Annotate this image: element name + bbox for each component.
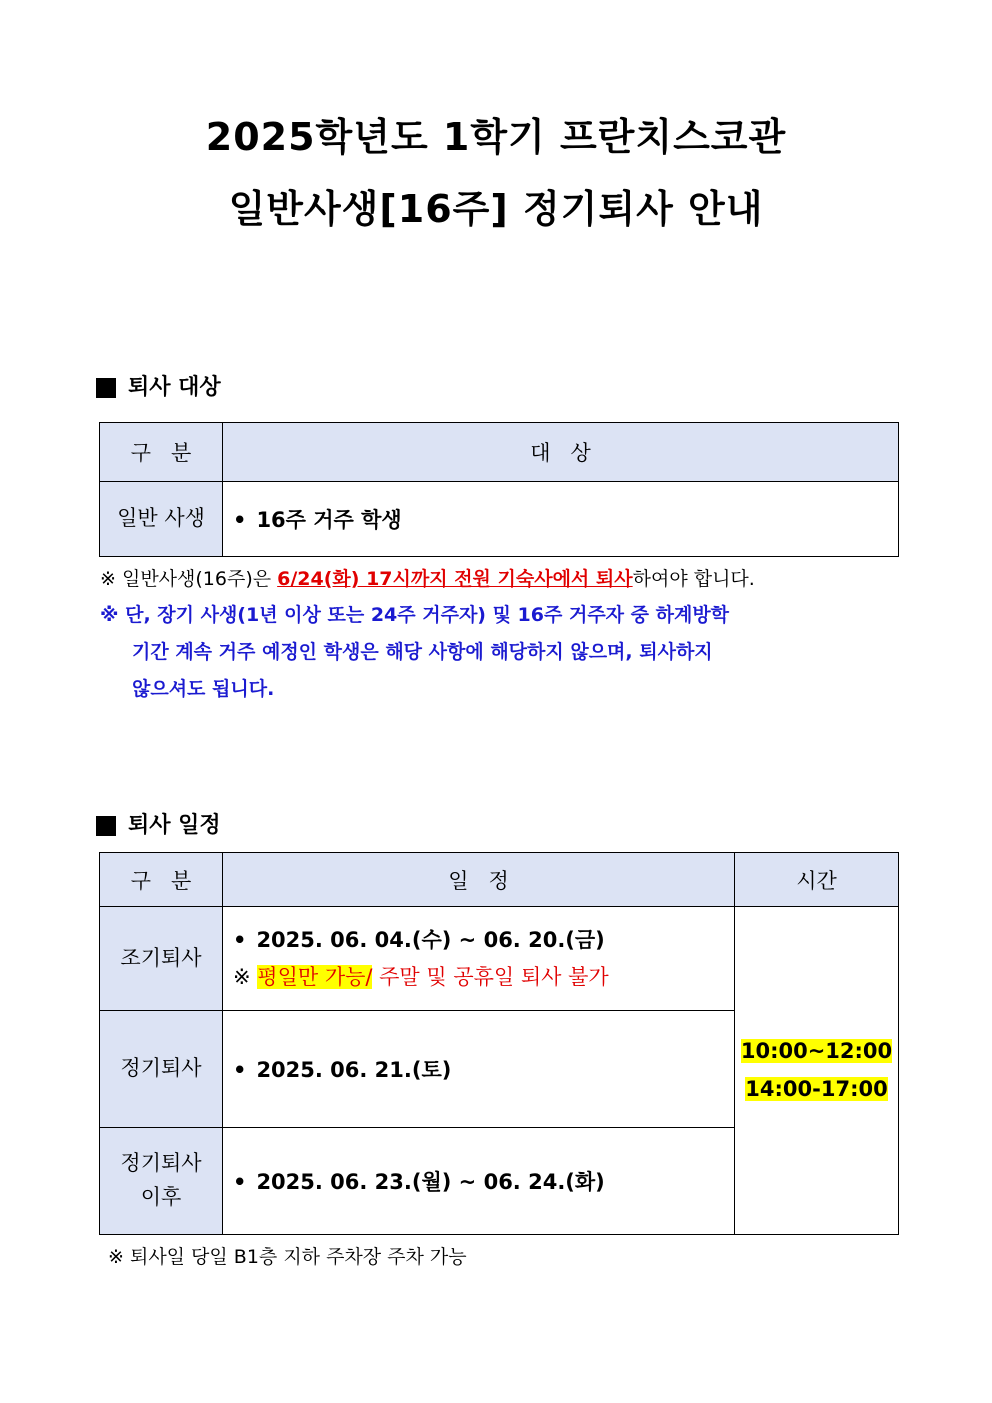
note-deadline-prefix: ※ 일반사생(16주)은 xyxy=(100,568,278,590)
schedule-row-early-date-line xyxy=(233,922,734,959)
bullet-icon: • xyxy=(233,927,247,952)
schedule-row-regular-date: 2025. 06. 21.(토) xyxy=(256,1058,452,1082)
target-table xyxy=(99,422,899,557)
section-heading-target-text: 퇴사 대상 xyxy=(128,375,221,400)
schedule-row-early-label: 조기퇴사 xyxy=(100,907,223,1011)
square-bullet-icon xyxy=(96,816,116,836)
checkout-time-morning: 10:00~12:00 xyxy=(740,1038,893,1063)
target-row-content xyxy=(223,482,899,557)
target-header-target: 대 상 xyxy=(223,423,899,482)
bullet-icon: • xyxy=(233,508,247,532)
early-note-weekday-only: 평일만 가능/ xyxy=(257,964,373,989)
after-label-line1: 정기퇴사 xyxy=(120,1151,202,1176)
schedule-header-time: 시간 xyxy=(735,853,899,907)
note-exception-line3: 않으셔도 됩니다. xyxy=(132,678,275,700)
early-note-weekend-not-allowed: 주말 및 공휴일 퇴사 불가 xyxy=(372,964,609,989)
note-deadline-highlight: 6/24(화) 17시까지 전원 기숙사에서 퇴사 xyxy=(277,568,633,590)
schedule-header-category: 구 분 xyxy=(100,853,223,907)
schedule-row-regular-content xyxy=(223,1011,735,1128)
schedule-table xyxy=(99,852,899,1235)
schedule-row-after-content xyxy=(223,1128,735,1235)
target-row-label: 일반 사생 xyxy=(100,482,223,557)
footnote-parking: ※ 퇴사일 당일 B1층 지하 주차장 주차 가능 xyxy=(108,1246,467,1268)
page-title-line2: 일반사생[16주] 정기퇴사 안내 xyxy=(228,187,764,231)
bullet-icon: • xyxy=(233,1170,247,1194)
schedule-row-after-date: 2025. 06. 23.(월) ~ 06. 24.(화) xyxy=(256,1170,605,1194)
target-header-category: 구 분 xyxy=(100,423,223,482)
schedule-row-early-date: 2025. 06. 04.(수) ~ 06. 20.(금) xyxy=(256,927,605,952)
note-exception-line1: ※ 단, 장기 사생(1년 이상 또는 24주 거주자) 및 16주 거주자 중 하계방학 xyxy=(100,604,730,626)
section-heading-target xyxy=(96,377,221,399)
checkout-time-afternoon: 14:00-17:00 xyxy=(745,1076,888,1101)
schedule-row-after-label xyxy=(100,1128,223,1235)
early-note-mark: ※ xyxy=(233,964,258,989)
note-deadline-suffix: 하여야 합니다. xyxy=(632,568,755,590)
note-exception-line2: 기간 계속 거주 예정인 학생은 해당 사항에 해당하지 않으며, 퇴사하지 xyxy=(132,641,713,663)
schedule-row-early-content xyxy=(223,907,735,1011)
section-heading-schedule-text: 퇴사 일정 xyxy=(128,813,221,838)
target-row-text: 16주 거주 학생 xyxy=(256,508,402,532)
after-label-line2: 이후 xyxy=(140,1185,182,1209)
bullet-icon: • xyxy=(233,1058,247,1082)
section-heading-schedule xyxy=(96,815,221,837)
note-checkout-deadline xyxy=(100,570,755,589)
page-title-line1: 2025학년도 1학기 프란치스코관 xyxy=(205,115,787,159)
schedule-row-regular-label: 정기퇴사 xyxy=(100,1011,223,1128)
schedule-row-early-note xyxy=(233,959,734,996)
square-bullet-icon xyxy=(96,378,116,398)
checkout-time-cell xyxy=(735,907,899,1235)
schedule-header-schedule: 일 정 xyxy=(223,853,735,907)
